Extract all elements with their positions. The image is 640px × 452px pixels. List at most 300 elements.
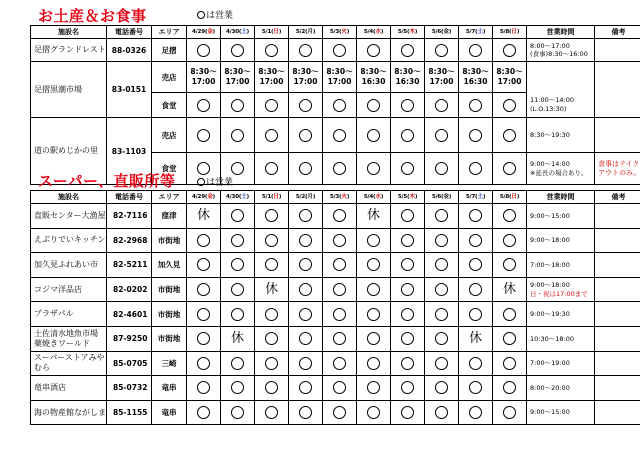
open-circle-icon (367, 406, 380, 419)
open-circle-icon (197, 234, 210, 247)
open-circle-icon (265, 381, 278, 394)
header-date: 5/6(金) (425, 26, 459, 39)
open-circle-icon (367, 99, 380, 112)
day-cell (459, 277, 493, 302)
open-circle-icon (333, 99, 346, 112)
day-cell (255, 326, 289, 351)
open-circle-icon (401, 44, 414, 57)
day-cell (187, 118, 221, 153)
business-hours (527, 351, 595, 376)
day-cell (493, 39, 527, 62)
day-cell (289, 228, 323, 253)
day-cell (357, 204, 391, 229)
open-circle-icon (503, 308, 516, 321)
phone-number (107, 39, 152, 62)
open-circle-icon (435, 357, 448, 370)
day-cell (255, 400, 289, 425)
day-cell (221, 228, 255, 253)
day-cell (425, 351, 459, 376)
business-hours (527, 62, 595, 118)
open-circle-icon (435, 162, 448, 175)
day-cell (323, 93, 357, 118)
facility-name (31, 277, 107, 302)
remarks (595, 228, 640, 253)
remarks (595, 204, 640, 229)
day-cell (357, 376, 391, 401)
day-cell (187, 253, 221, 278)
area-name (152, 302, 187, 327)
area-name (152, 351, 187, 376)
open-circle-icon (367, 44, 380, 57)
remarks (595, 62, 640, 118)
open-circle-icon (265, 129, 278, 142)
open-circle-icon (231, 283, 244, 296)
phone-number (107, 277, 152, 302)
open-circle-icon (333, 308, 346, 321)
day-cell (221, 204, 255, 229)
open-circle-icon (299, 129, 312, 142)
facility-name (31, 400, 107, 425)
day-cell (221, 302, 255, 327)
day-cell (187, 39, 221, 62)
remarks (595, 302, 640, 327)
weekday-text: 金 (207, 193, 213, 200)
day-cell (391, 351, 425, 376)
day-cell (255, 228, 289, 253)
date-text: 5/5 (397, 28, 408, 35)
header-date: 5/2(月) (289, 26, 323, 39)
open-circle-icon (265, 234, 278, 247)
open-circle-icon (401, 406, 414, 419)
open-circle-icon (435, 129, 448, 142)
open-circle-icon (503, 357, 516, 370)
open-circle-icon (197, 258, 210, 271)
facility-name (31, 228, 107, 253)
business-hours-text: 8:00～20:00 (530, 383, 570, 392)
day-cell (493, 277, 527, 302)
date-text: 5/2 (295, 28, 306, 35)
weekday-text: 火 (341, 193, 347, 200)
open-circle-icon (333, 283, 346, 296)
day-cell (493, 400, 527, 425)
facility-row (31, 118, 640, 153)
area-name-text: 加久見 (157, 260, 181, 270)
facility-name-text: コジマ洋品店 (34, 284, 82, 294)
phone-number (107, 351, 152, 376)
day-cell (425, 277, 459, 302)
facility-name (31, 351, 107, 376)
day-cell (187, 326, 221, 351)
facility-name-text: スーパーストアみやむら (34, 353, 105, 373)
circle-icon (197, 178, 205, 186)
phone-number (107, 204, 152, 229)
day-cell (493, 326, 527, 351)
day-cell (459, 204, 493, 229)
facility-name-text: 足摺黒潮市場 (34, 84, 82, 94)
section-title-supermarket: スーパー、直販所等 (38, 172, 176, 190)
header-date: 5/6(金) (425, 191, 459, 204)
day-cell (493, 153, 527, 185)
area-name-text: 市街地 (157, 285, 181, 295)
open-circle-icon (503, 406, 516, 419)
header-name: 施設名 (31, 191, 107, 204)
day-cell (357, 326, 391, 351)
day-cell (255, 277, 289, 302)
phone-number-text: 82-7116 (113, 211, 148, 221)
open-circle-icon (333, 258, 346, 271)
header-row (31, 191, 640, 204)
facility-name-text: 直販センター大漁屋 (34, 210, 106, 220)
open-circle-icon (231, 308, 244, 321)
circle-icon (197, 11, 205, 19)
facility-name (31, 204, 107, 229)
open-circle-icon (469, 44, 482, 57)
facility-name-text: 土佐清水地魚市場 薬焼きワールド (34, 328, 98, 348)
day-cell (221, 39, 255, 62)
open-circle-icon (503, 332, 516, 345)
area-name (152, 400, 187, 425)
closed-mark: 休 (196, 208, 210, 224)
day-cell (391, 93, 425, 118)
day-cell (289, 93, 323, 118)
open-circle-icon (367, 332, 380, 345)
open-circle-icon (197, 357, 210, 370)
business-hours-text: 7:00～19:00 (530, 359, 570, 368)
day-cell (221, 93, 255, 118)
open-circle-icon (231, 99, 244, 112)
open-hours-text: 8:30～ 17:00 (292, 67, 319, 86)
facility-row (31, 62, 640, 93)
business-hours-text: 9:00～18:00 (530, 236, 570, 245)
open-circle-icon (265, 162, 278, 175)
phone-number-text: 82-4601 (113, 309, 148, 319)
weekday-text: 土 (241, 193, 247, 200)
phone-number-text: 88-0326 (111, 45, 147, 55)
open-circle-icon (367, 129, 380, 142)
business-hours (527, 277, 595, 302)
day-cell (289, 277, 323, 302)
header-date: 5/3(火) (323, 26, 357, 39)
date-text: 5/8 (499, 28, 510, 35)
area-name (152, 277, 187, 302)
business-hours-text (530, 281, 588, 298)
facility-row (31, 326, 640, 351)
open-circle-icon (197, 162, 210, 175)
phone-number (107, 326, 152, 351)
business-hours-text: 7:00～18:00 (530, 260, 570, 269)
header-area: エリア (152, 191, 187, 204)
open-circle-icon (367, 283, 380, 296)
open-circle-icon (197, 381, 210, 394)
business-hours (527, 253, 595, 278)
date-text: 5/5 (397, 193, 408, 200)
date-text: 5/8 (499, 193, 510, 200)
open-circle-icon (367, 234, 380, 247)
phone-number (107, 253, 152, 278)
date-text: 5/7 (465, 28, 476, 35)
day-cell (391, 326, 425, 351)
open-circle-icon (299, 357, 312, 370)
date-text: 5/6 (431, 28, 442, 35)
section-title-souvenir: お土産＆お食事 (38, 7, 147, 25)
day-cell (357, 277, 391, 302)
day-cell (493, 253, 527, 278)
day-cell (493, 204, 527, 229)
phone-number-text: 82-0202 (113, 285, 148, 295)
phone-number-text: 82-5211 (113, 260, 148, 270)
facility-name-text: えぶりでいキッチン (34, 235, 106, 245)
open-circle-icon (469, 283, 482, 296)
open-circle-icon (197, 406, 210, 419)
header-name: 施設名 (31, 26, 107, 39)
weekday-text: 火 (341, 28, 347, 35)
area-name-text: 竜串 (161, 383, 177, 393)
open-circle-icon (503, 381, 516, 394)
holiday-hours-text: 日・祝は17:00まで (530, 289, 588, 298)
open-hours-text: 8:30～ 16:30 (394, 67, 421, 86)
business-hours-text: 11:00～14:00 (L.O.13:30) (530, 96, 574, 113)
open-circle-icon (197, 332, 210, 345)
day-cell (323, 326, 357, 351)
facility-name-text: 竜串酒店 (34, 382, 66, 392)
open-hours-text: 8:30～ 17:00 (428, 67, 455, 86)
open-circle-icon (333, 162, 346, 175)
header-date: 5/8(日) (493, 191, 527, 204)
weekday-text: 日 (511, 193, 517, 200)
facility-row (31, 277, 640, 302)
open-circle-icon (231, 381, 244, 394)
open-circle-icon (333, 332, 346, 345)
open-circle-icon (401, 99, 414, 112)
header-date: 5/3(火) (323, 191, 357, 204)
day-cell (289, 351, 323, 376)
day-cell (459, 153, 493, 185)
header-date: 5/7(土) (459, 191, 493, 204)
open-circle-icon (265, 406, 278, 419)
day-cell (391, 228, 425, 253)
day-cell (425, 400, 459, 425)
day-cell (221, 351, 255, 376)
facility-name (31, 302, 107, 327)
open-circle-icon (503, 129, 516, 142)
facility-name-text: 海の物産館ながしま (34, 407, 106, 417)
open-circle-icon (469, 209, 482, 222)
area-name (152, 204, 187, 229)
day-cell (459, 302, 493, 327)
open-circle-icon (265, 99, 278, 112)
date-text: 5/3 (329, 193, 340, 200)
day-cell (357, 400, 391, 425)
day-cell (289, 153, 323, 185)
header-date: 4/29(金) (187, 26, 221, 39)
remarks (595, 400, 640, 425)
open-circle-icon (299, 44, 312, 57)
supermarket-table (30, 190, 640, 425)
open-circle-icon (299, 162, 312, 175)
day-cell (323, 118, 357, 153)
day-cell (255, 39, 289, 62)
area-name (152, 376, 187, 401)
open-circle-icon (231, 129, 244, 142)
open-circle-icon (197, 308, 210, 321)
open-circle-icon (231, 209, 244, 222)
day-cell (425, 253, 459, 278)
day-cell (425, 39, 459, 62)
facility-name-text: 道の駅めじかの里 (34, 146, 98, 155)
open-circle-icon (333, 406, 346, 419)
facility-row (31, 400, 640, 425)
date-text: 5/7 (465, 193, 476, 200)
day-cell (323, 351, 357, 376)
facility-name (31, 39, 107, 62)
area-name (152, 62, 187, 93)
open-circle-icon (435, 234, 448, 247)
day-cell (493, 93, 527, 118)
day-cell (255, 351, 289, 376)
business-hours (527, 326, 595, 351)
day-cell (323, 376, 357, 401)
day-cell (357, 118, 391, 153)
date-text: 5/1 (261, 193, 272, 200)
weekday-text: 日 (273, 193, 279, 200)
header-date: 5/1(日) (255, 191, 289, 204)
open-circle-icon (435, 209, 448, 222)
open-circle-icon (265, 308, 278, 321)
day-cell (391, 302, 425, 327)
date-text: 5/4 (363, 28, 374, 35)
facility-name-text: プラザパル (34, 309, 74, 319)
weekday-text: 土 (477, 28, 483, 35)
open-circle-icon (299, 234, 312, 247)
open-circle-icon (299, 209, 312, 222)
area-name (152, 118, 187, 153)
day-cell (459, 326, 493, 351)
day-cell (425, 153, 459, 185)
weekday-text: 土 (241, 28, 247, 35)
weekday-text: 日 (511, 28, 517, 35)
day-cell (391, 39, 425, 62)
open-circle-icon (503, 99, 516, 112)
day-cell (425, 62, 459, 93)
day-cell (289, 62, 323, 93)
facility-row (31, 228, 640, 253)
day-cell (323, 153, 357, 185)
open-circle-icon (401, 357, 414, 370)
facility-row (31, 39, 640, 62)
day-cell (425, 302, 459, 327)
day-cell (289, 118, 323, 153)
day-cell (425, 204, 459, 229)
area-name-text: 売店 (161, 72, 177, 82)
day-cell (357, 62, 391, 93)
open-circle-icon (401, 332, 414, 345)
day-cell (255, 118, 289, 153)
day-cell (323, 39, 357, 62)
day-cell (323, 302, 357, 327)
facility-row (31, 253, 640, 278)
open-circle-icon (469, 308, 482, 321)
facility-name (31, 253, 107, 278)
day-cell (255, 93, 289, 118)
open-circle-icon (333, 44, 346, 57)
phone-number (107, 376, 152, 401)
legend-open: は営業 (197, 177, 233, 189)
open-circle-icon (401, 381, 414, 394)
day-cell (459, 62, 493, 93)
weekday-text: 木 (409, 193, 415, 200)
weekday-text: 金 (443, 193, 449, 200)
date-text: 4/29 (191, 193, 205, 200)
header-row (31, 26, 640, 39)
remarks (595, 39, 640, 62)
facility-row (31, 302, 640, 327)
day-cell (493, 62, 527, 93)
open-circle-icon (367, 258, 380, 271)
day-cell (289, 302, 323, 327)
header-date: 4/30(土) (221, 26, 255, 39)
business-hours (527, 302, 595, 327)
open-circle-icon (231, 357, 244, 370)
souvenir-table (30, 25, 640, 185)
day-cell (323, 277, 357, 302)
day-cell (459, 253, 493, 278)
day-cell (391, 277, 425, 302)
business-hours (527, 228, 595, 253)
day-cell (289, 326, 323, 351)
closed-mark: 休 (468, 331, 482, 347)
area-name-text: 食堂 (161, 164, 177, 173)
open-circle-icon (197, 283, 210, 296)
day-cell (459, 376, 493, 401)
date-text: 4/29 (191, 28, 205, 35)
day-cell (187, 277, 221, 302)
open-circle-icon (435, 44, 448, 57)
day-cell (391, 62, 425, 93)
day-cell (493, 302, 527, 327)
open-circle-icon (231, 406, 244, 419)
remarks (595, 351, 640, 376)
day-cell (187, 302, 221, 327)
day-cell (357, 93, 391, 118)
day-cell (357, 228, 391, 253)
header-date: 5/1(日) (255, 26, 289, 39)
header-date: 5/7(土) (459, 26, 493, 39)
open-circle-icon (231, 234, 244, 247)
open-circle-icon (265, 258, 278, 271)
day-cell (391, 204, 425, 229)
open-circle-icon (197, 44, 210, 57)
area-name-text: 売店 (161, 130, 177, 140)
weekday-text: 金 (207, 28, 213, 35)
day-cell (459, 400, 493, 425)
day-cell (323, 228, 357, 253)
open-circle-icon (333, 129, 346, 142)
header-date: 5/8(日) (493, 26, 527, 39)
business-hours-text: 9:00～14:00 ※延長の場合あり。 (530, 160, 588, 177)
open-circle-icon (469, 406, 482, 419)
area-name (152, 93, 187, 118)
open-circle-icon (401, 258, 414, 271)
open-circle-icon (367, 381, 380, 394)
facility-row (31, 351, 640, 376)
day-cell (221, 253, 255, 278)
open-hours-text: 8:30～ 17:00 (326, 67, 353, 86)
weekday-text: 金 (443, 28, 449, 35)
remarks (595, 118, 640, 153)
business-hours (527, 376, 595, 401)
header-date: 5/2(月) (289, 191, 323, 204)
day-cell (425, 118, 459, 153)
